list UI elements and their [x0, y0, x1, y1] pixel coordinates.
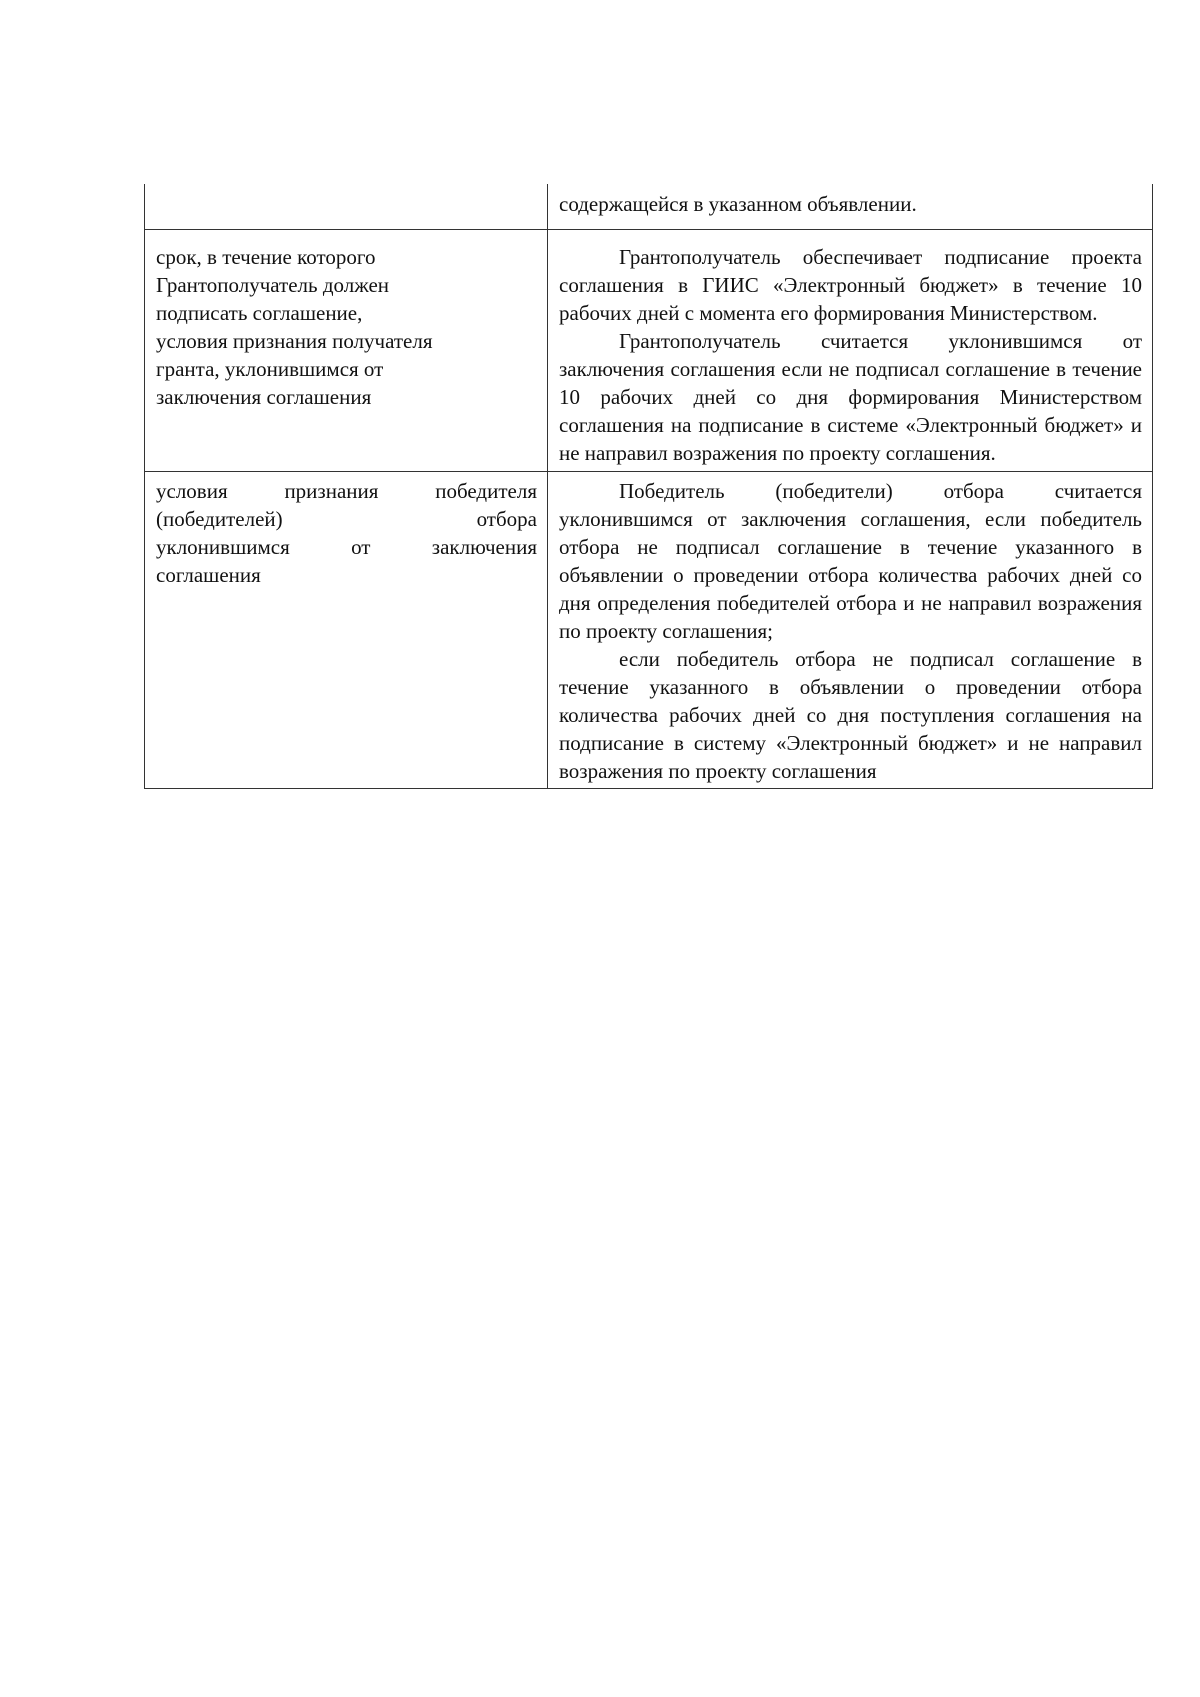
- cell-text: содержащейся в указанном объявлении.: [559, 192, 917, 216]
- cell-line: соглашения: [156, 563, 261, 587]
- table-row: [145, 184, 1153, 230]
- cell-line: подписать соглашение,: [156, 301, 363, 325]
- cell-content: [548, 230, 1152, 471]
- cell-paragraph: Победитель (победители) отбора считается уклонившимся от заключения соглашения, если победитель отбора не подписал соглашение в течение указанного в объявлении о проведении отбора количества рабочих дней со дня определения победителей отбора и не направил возражения по проекту соглашения;: [559, 479, 1142, 643]
- cell-line: гранта, уклонившимся от: [156, 357, 384, 381]
- cell-line: уклонившимся от заключения: [156, 535, 537, 559]
- table-row: [145, 230, 1153, 472]
- table-cell-value: [548, 230, 1153, 472]
- cell-line: срок, в течение которого: [156, 245, 376, 269]
- cell-line: (победителей) отбора: [156, 507, 537, 531]
- table-row: [145, 472, 1153, 789]
- table-cell-label: [145, 184, 548, 230]
- table-cell-value: [548, 184, 1153, 230]
- cell-content: [548, 184, 1152, 229]
- cell-content: [145, 184, 547, 201]
- cell-line: Грантополучатель должен: [156, 273, 390, 297]
- cell-line: условия признания победителя: [156, 479, 537, 503]
- cell-paragraph: если победитель отбора не подписал соглашение в течение указанного в объявлении о проведении отбора количества рабочих дней со дня поступления соглашения на подписание в систему «Электронный бюджет» и не направил возражения по проекту соглашения: [559, 647, 1142, 783]
- cell-paragraph: Грантополучатель считается уклонившимся от заключения соглашения если не подписал соглашение в течение 10 рабочих дней со дня формирования Министерством соглашения на подписание в системе «Электронный бюджет» и не направил возражения по проекту соглашения.: [559, 329, 1142, 465]
- table-cell-value: [548, 472, 1153, 789]
- table-cell-label: [145, 472, 548, 789]
- cell-line: условия признания получателя: [156, 329, 433, 353]
- cell-content: [548, 472, 1152, 788]
- cell-content: [145, 230, 547, 415]
- cell-content: [145, 472, 547, 592]
- requirements-table: [144, 184, 1153, 789]
- cell-paragraph: Грантополучатель обеспечивает подписание проекта соглашения в ГИИС «Электронный бюджет» в течение 10 рабочих дней с момента его формирования Министерством.: [559, 245, 1142, 325]
- cell-line: заключения соглашения: [156, 385, 372, 409]
- table-cell-label: [145, 230, 548, 472]
